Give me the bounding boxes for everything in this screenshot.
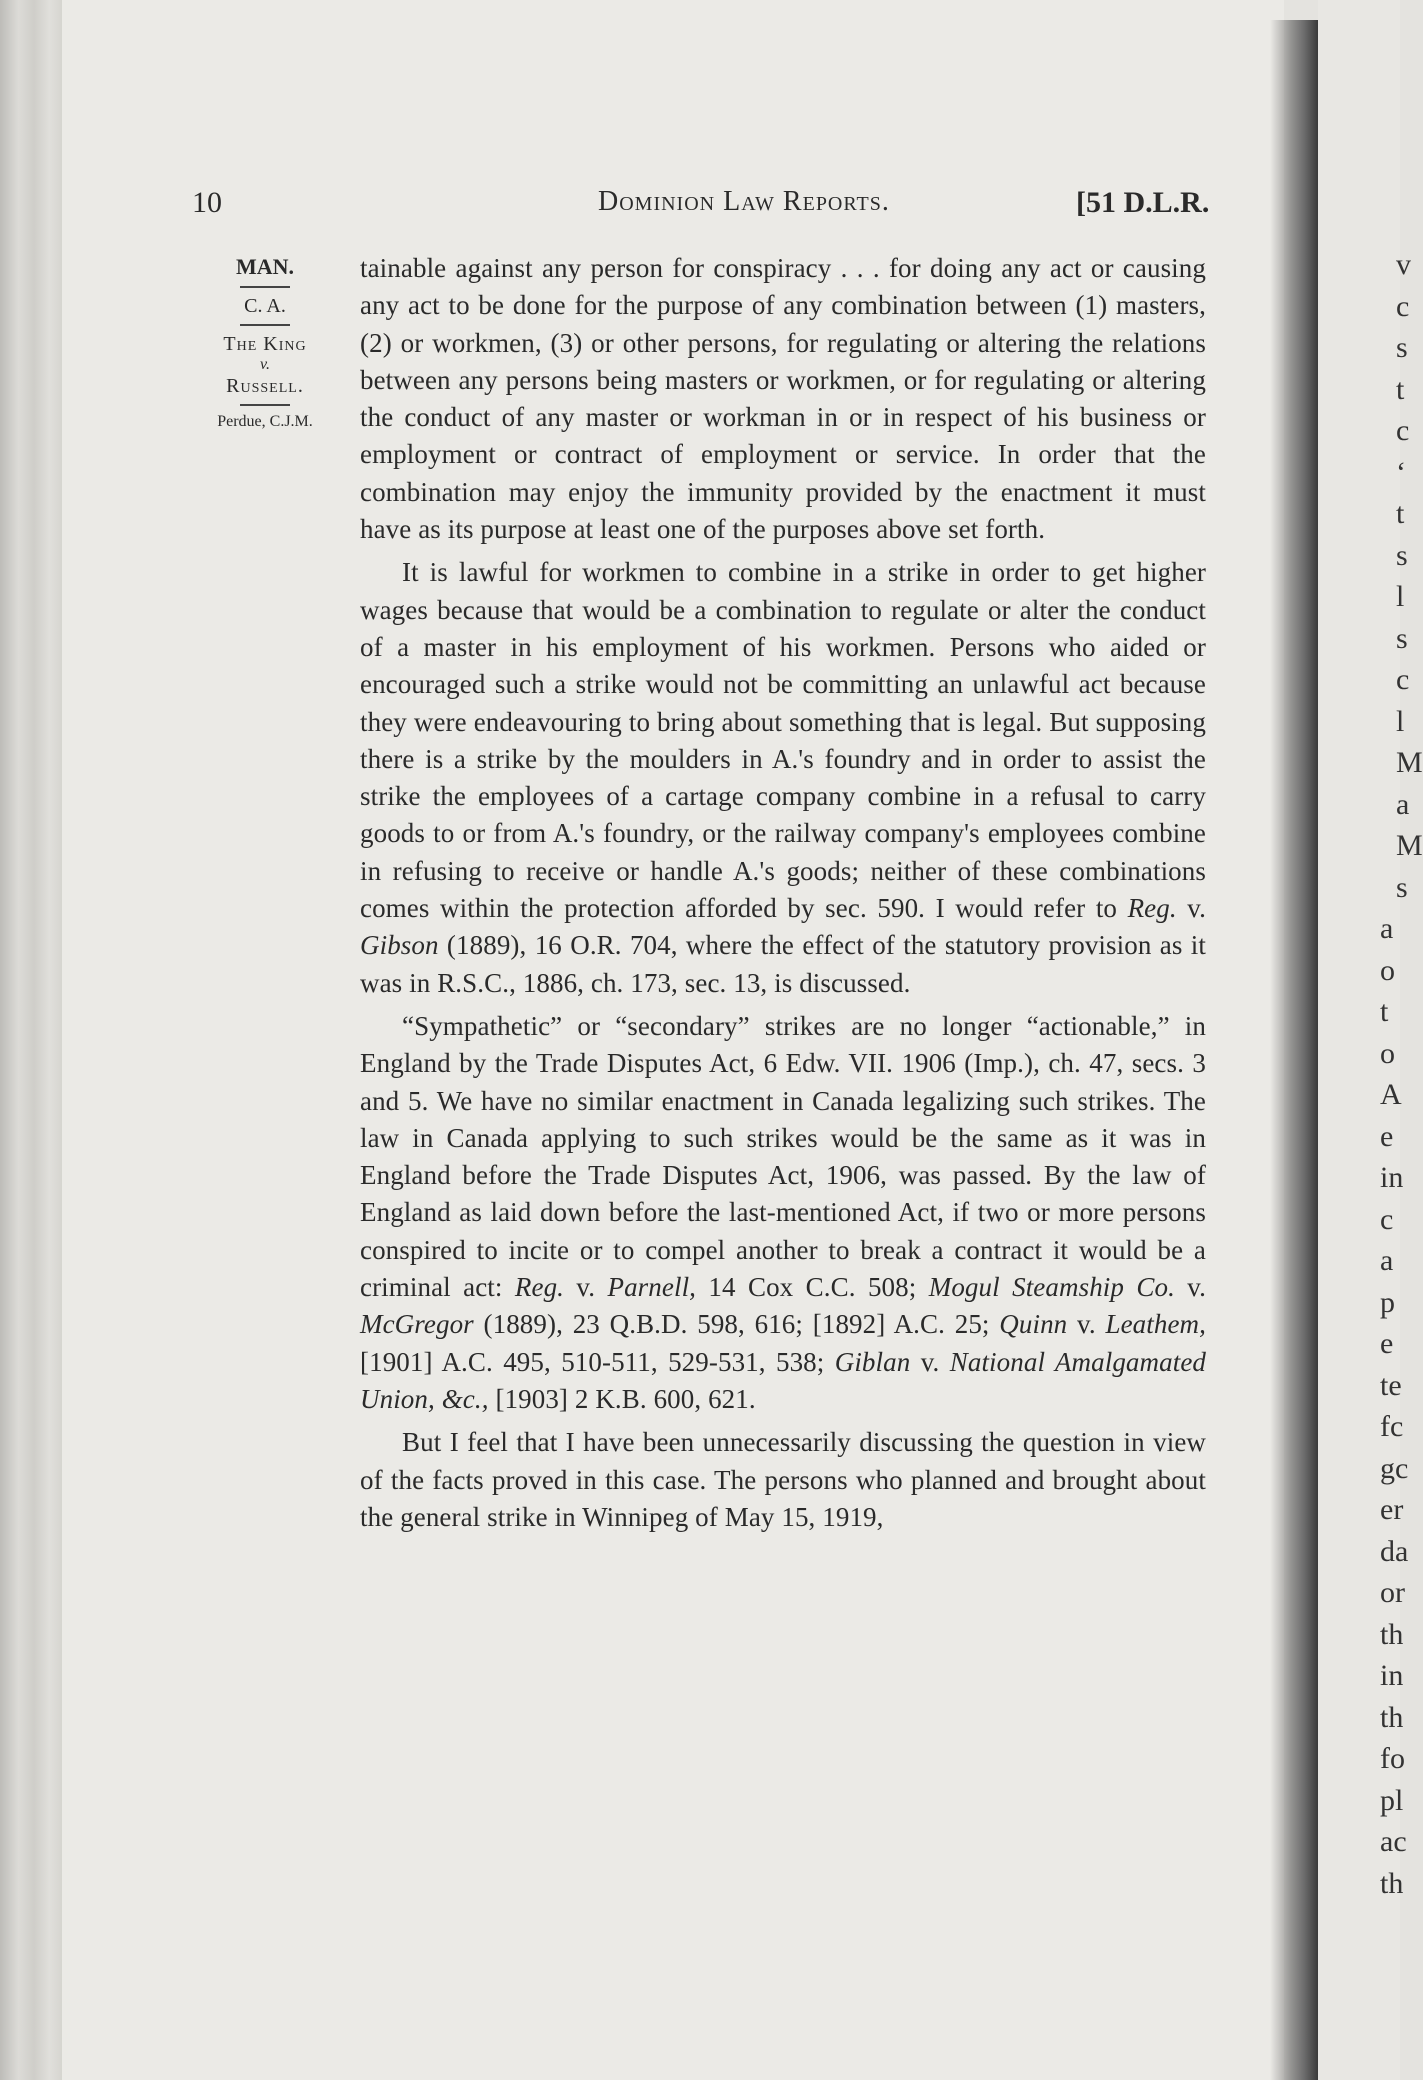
- facing-page-letter: th: [1380, 1617, 1404, 1651]
- facing-page-letter: er: [1380, 1493, 1404, 1526]
- paragraph: tainable against any person for conspiracy . . . for doing any act or causing any act to be done for the purpose of any combination between (1) masters, (2) or workmen, (3) or other persons, for regulating or altering the relations between any persons being masters or workmen, or for regulating or altering the conduct of any master or workman in or in respect of his business or employment or contract of employment or service. In order that the combination may enjoy the immunity provided by the enactment it must have as its purpose at least one of the purposes above set forth.: [360, 253, 1206, 545]
- margin-rule: [240, 324, 290, 326]
- facing-page-letter: a: [1396, 787, 1410, 821]
- facing-page-letter: or: [1380, 1576, 1405, 1609]
- facing-page-letter: c: [1396, 414, 1410, 447]
- facing-page-letter: in: [1380, 1161, 1404, 1194]
- facing-page-letter: c: [1380, 1202, 1394, 1236]
- facing-page-letter: th: [1380, 1700, 1404, 1734]
- facing-page-letter: ‘: [1396, 455, 1406, 489]
- margin-rule: [240, 286, 290, 288]
- facing-page-letter: a: [1380, 912, 1394, 945]
- body-text: [360, 250, 1206, 1536]
- party-two: Russell.: [226, 375, 304, 397]
- facing-page-letter: te: [1380, 1368, 1402, 1402]
- facing-page-letter: fo: [1380, 1742, 1405, 1775]
- margin-rule: [240, 404, 290, 406]
- facing-page-letter: o: [1380, 953, 1395, 987]
- page-number: 10: [192, 186, 222, 219]
- facing-page-fragment: [1318, 0, 1423, 2080]
- facing-page-letter: s: [1396, 621, 1408, 655]
- facing-page-letter: c: [1396, 289, 1410, 323]
- case-margin-note: [190, 256, 340, 430]
- paragraph: “Sympathetic” or “secondary” strikes are no longer “actionable,” in England by the Trade Disputes Act, 6 Edw. VII. 1906 (Imp.), ch. 47, secs. 3 and 5. We have no similar enactment in Canada legalizing such strikes. The law in Canada applying to such strikes would be the same as it was in England before the Trade Disputes Act, 1906, was passed. By the law of England as laid down before the last-mentioned Act, if two or more persons conspired to incite or to compel another to break a contract it would be a criminal act: Reg. v. Parnell, 14 Cox C.C. 508; Mogul Steamship Co. v. McGregor (1889), 23 Q.B.D. 598, 616; [1892] A.C. 25; Quinn v. Leathem, [1901] A.C. 495, 510-511, 529-531, 538; Giblan v. National Amalgamated Union, &c., [1903] 2 K.B. 600, 621.: [360, 1010, 1207, 1414]
- facing-page-letter: t: [1396, 372, 1405, 406]
- running-header: [0, 186, 1400, 226]
- facing-page-letter: s: [1396, 870, 1408, 904]
- facing-page-letter: t: [1396, 497, 1405, 530]
- facing-page-letter: gc: [1380, 1451, 1409, 1485]
- facing-page-letter: fc: [1380, 1410, 1404, 1443]
- volume-citation: [51 D.L.R.: [1076, 186, 1210, 219]
- facing-page-letter: s: [1396, 331, 1408, 364]
- facing-page-letter: ac: [1380, 1825, 1407, 1858]
- facing-page-letter: th: [1380, 1866, 1404, 1900]
- paragraph: But I feel that I have been unnecessarily discussing the question in view of the facts proved in this case. The persons who planned and brought about the general strike in Winnipeg of May 15, 1919,: [360, 1427, 1206, 1532]
- facing-page-letter: v: [1396, 248, 1411, 281]
- court: C. A.: [244, 295, 286, 317]
- versus: v.: [260, 356, 270, 373]
- facing-page-letter: e: [1380, 1327, 1394, 1360]
- book-binding-edge: [0, 0, 62, 2080]
- facing-page-letter: s: [1396, 538, 1408, 572]
- facing-page-letter: da: [1380, 1534, 1409, 1568]
- facing-page-letter: in: [1380, 1659, 1404, 1692]
- jurisdiction: MAN.: [235, 254, 295, 279]
- facing-page-letter: M: [1396, 746, 1423, 779]
- facing-page-letter: e: [1380, 1119, 1394, 1153]
- facing-page-letter: M: [1396, 829, 1423, 862]
- facing-page-letter: c: [1396, 663, 1410, 696]
- facing-page-letter: a: [1380, 1244, 1394, 1277]
- page-gutter-shadow: [1270, 20, 1318, 2080]
- paragraph: It is lawful for workmen to combine in a strike in order to get higher wages because that would be a combination to regulate or alter the conduct of a master in his employment of his workmen. Persons who aided or encouraged such a strike would not be committing an unlawful act because they were endeavouring to bring about something that is legal. But supposing there is a strike by the moulders in A.'s foundry and in order to assist the strike the employees of a cartage company combine in a refusal to carry goods to or from A.'s foundry, or the railway company's employees combine in refusing to receive or handle A.'s goods; neither of these combinations comes within the protection afforded by sec. 590. I would refer to Reg. v. Gibson (1889), 16 O.R. 704, where the effect of the statutory provision as it was in R.S.C., 1886, ch. 173, sec. 13, is discussed.: [360, 557, 1206, 998]
- journal-title: Dominion Law Reports.: [598, 186, 890, 217]
- party-one: The King: [223, 333, 307, 355]
- facing-page-letter: p: [1380, 1285, 1395, 1319]
- facing-page-letter: l: [1396, 580, 1405, 613]
- facing-page-letter: pl: [1380, 1783, 1404, 1817]
- judge: Perdue, C.J.M.: [217, 413, 313, 430]
- facing-page-letter: t: [1380, 995, 1389, 1028]
- facing-page-letter: o: [1380, 1036, 1395, 1070]
- facing-page-letter: l: [1396, 704, 1405, 738]
- facing-page-letter: A: [1380, 1078, 1402, 1111]
